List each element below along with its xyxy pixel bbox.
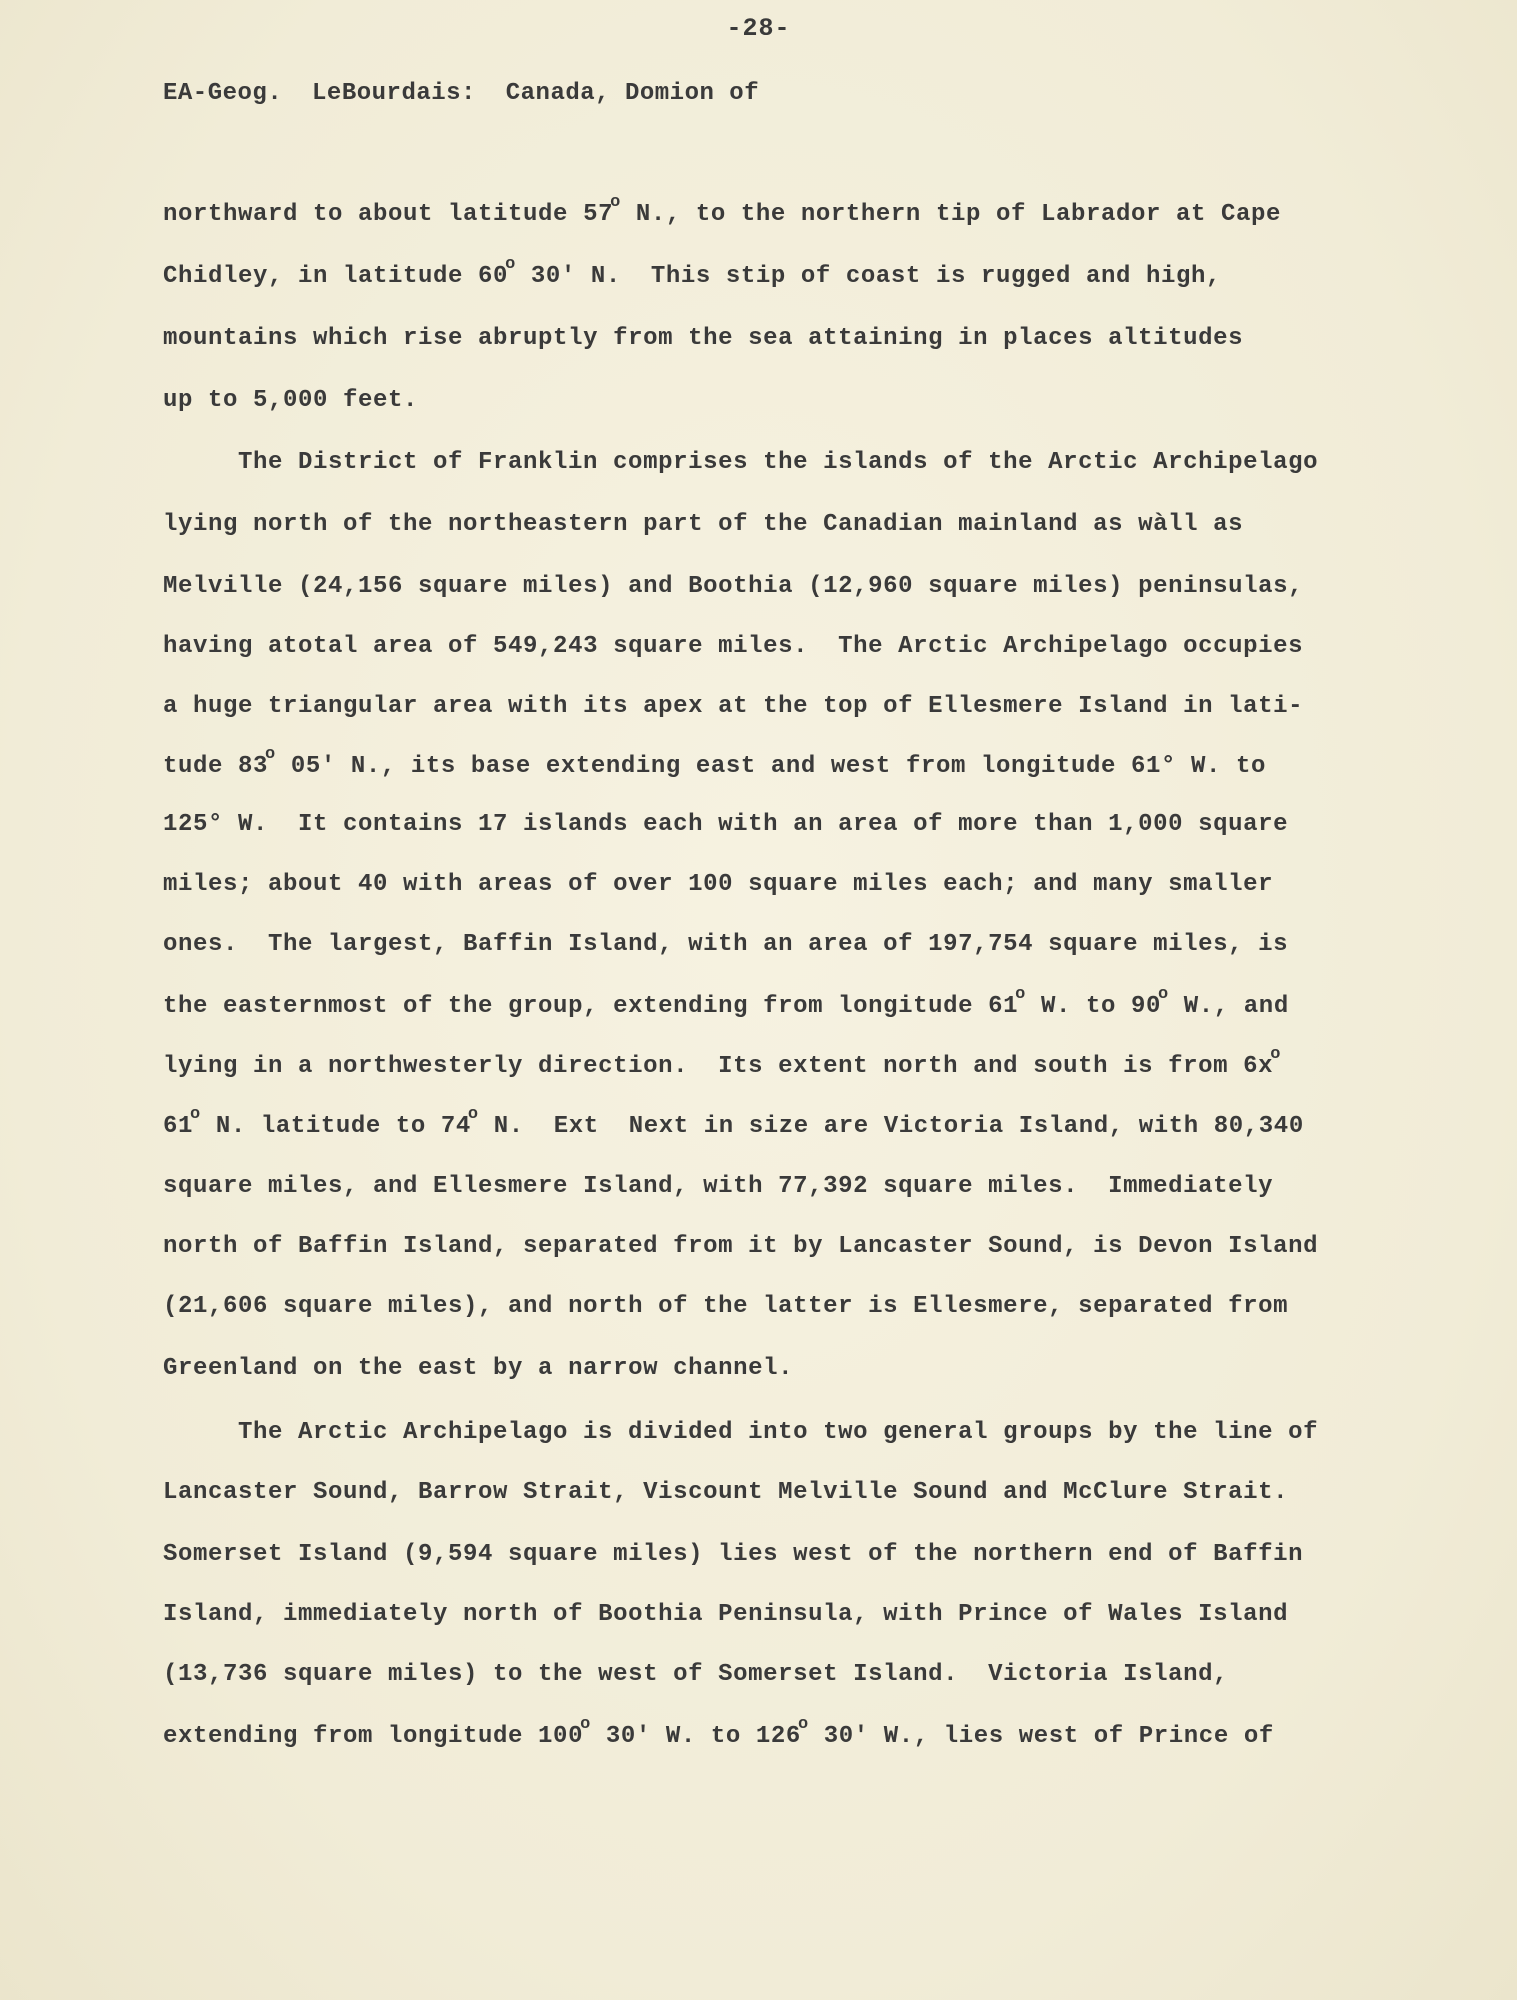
- text-segment: the easternmost of the group, extending from longitude 61: [163, 993, 1019, 1020]
- text-segment: tude 83: [163, 753, 269, 780]
- text-segment: The District of Franklin comprises the islands of the Arctic Archipelago: [238, 449, 1319, 476]
- text-line: [163, 1172, 1273, 1202]
- text-segment: miles; about 40 with areas of over 100 square miles each; and many smaller: [163, 871, 1274, 898]
- text-segment: N., to the northern tip of Labrador at Cape: [620, 201, 1281, 228]
- text-segment: W. to 90: [1025, 993, 1161, 1020]
- text-line: [163, 255, 1221, 294]
- degree-mark: o: [610, 193, 621, 212]
- text-line: [238, 448, 1318, 478]
- text-segment: northward to about latitude 57: [163, 201, 614, 228]
- degree-mark: o: [265, 745, 276, 764]
- text-line: [163, 1045, 1281, 1084]
- text-segment: lying in a northwesterly direction. Its extent north and south is from 6x: [163, 1053, 1274, 1080]
- text-segment: north of Baffin Island, separated from it by Lancaster Sound, is Devon Island: [163, 1233, 1319, 1260]
- text-line: [163, 692, 1303, 722]
- text-segment: a huge triangular area with its apex at the top of Ellesmere Island in lati-: [163, 693, 1304, 720]
- text-line: [238, 1418, 1318, 1448]
- degree-mark: o: [467, 1105, 479, 1124]
- degree-mark: o: [1015, 985, 1026, 1004]
- document-header: EA-Geog. LeBourdais: Canada, Domion of: [163, 80, 760, 107]
- text-line: [163, 1354, 793, 1384]
- text-segment: having atotal area of 549,243 square miles. The Arctic Archipelago occupies: [163, 633, 1304, 660]
- text-segment: The Arctic Archipelago is divided into two general groups by the line of: [238, 1419, 1319, 1446]
- text-segment: ones. The largest, Baffin Island, with an area of 197,754 square miles, is: [163, 931, 1289, 958]
- text-line: [163, 1232, 1318, 1262]
- text-segment: 61: [163, 1113, 194, 1140]
- text-segment: Somerset Island (9,594 square miles) lies west of the northern end of Baffin: [163, 1541, 1304, 1568]
- text-segment: Greenland on the east by a narrow channel.: [163, 1355, 794, 1382]
- text-line: [163, 1715, 1274, 1754]
- text-line: [163, 810, 1288, 840]
- text-line: [163, 1478, 1288, 1508]
- text-line: [163, 870, 1273, 900]
- text-segment: (13,736 square miles) to the west of Somerset Island. Victoria Island,: [163, 1661, 1229, 1688]
- text-line: [163, 930, 1288, 960]
- text-line: [163, 745, 1266, 784]
- text-segment: N. latitude to 74: [200, 1113, 471, 1140]
- page-number: -28-: [726, 14, 791, 43]
- degree-mark: o: [1157, 985, 1169, 1004]
- text-segment: extending from longitude 100: [163, 1723, 584, 1750]
- text-line: [163, 193, 1281, 232]
- text-line: [163, 1540, 1303, 1570]
- text-line: [163, 386, 418, 416]
- text-line: [163, 324, 1243, 354]
- text-segment: 30' W., lies west of Prince of: [808, 1723, 1274, 1750]
- text-segment: Melville (24,156 square miles) and Boothia (12,960 square miles) peninsulas,: [163, 573, 1304, 600]
- degree-mark: o: [797, 1715, 809, 1734]
- text-segment: Chidley, in latitude 60: [163, 263, 509, 290]
- degree-mark: o: [1270, 1045, 1281, 1064]
- text-line: [163, 510, 1243, 540]
- text-segment: square miles, and Ellesmere Island, with 77,392 square miles. Immediately: [163, 1173, 1274, 1200]
- text-line: [163, 1660, 1228, 1690]
- text-segment: Island, immediately north of Boothia Peninsula, with Prince of Wales Island: [163, 1601, 1289, 1628]
- text-segment: (21,606 square miles), and north of the latter is Ellesmere, separated from: [163, 1293, 1289, 1320]
- text-segment: Lancaster Sound, Barrow Strait, Viscount Melville Sound and McClure Strait.: [163, 1479, 1289, 1506]
- text-segment: up to 5,000 feet.: [163, 387, 419, 414]
- text-line: [163, 632, 1303, 662]
- text-segment: W., and: [1168, 993, 1289, 1020]
- text-segment: 30' N. This stip of coast is rugged and high,: [515, 263, 1221, 290]
- text-line: [163, 1105, 1304, 1144]
- text-segment: 30' W. to 126: [590, 1723, 801, 1750]
- text-segment: mountains which rise abruptly from the sea attaining in places altitudes: [163, 325, 1244, 352]
- degree-mark: o: [505, 255, 516, 274]
- degree-mark: o: [190, 1105, 201, 1124]
- text-segment: 05' N., its base extending east and west from longitude 61° W. to: [275, 753, 1266, 780]
- text-line: [163, 985, 1289, 1024]
- text-segment: N. Ext Next in size are Victoria Island, with 80,340: [478, 1113, 1304, 1140]
- text-segment: lying north of the northeastern part of the Canadian mainland as wàll as: [163, 511, 1244, 538]
- text-line: [163, 1292, 1288, 1322]
- text-line: [163, 1600, 1288, 1630]
- text-line: [163, 572, 1303, 602]
- degree-mark: o: [580, 1715, 591, 1734]
- text-segment: 125° W. It contains 17 islands each with an area of more than 1,000 square: [163, 811, 1289, 838]
